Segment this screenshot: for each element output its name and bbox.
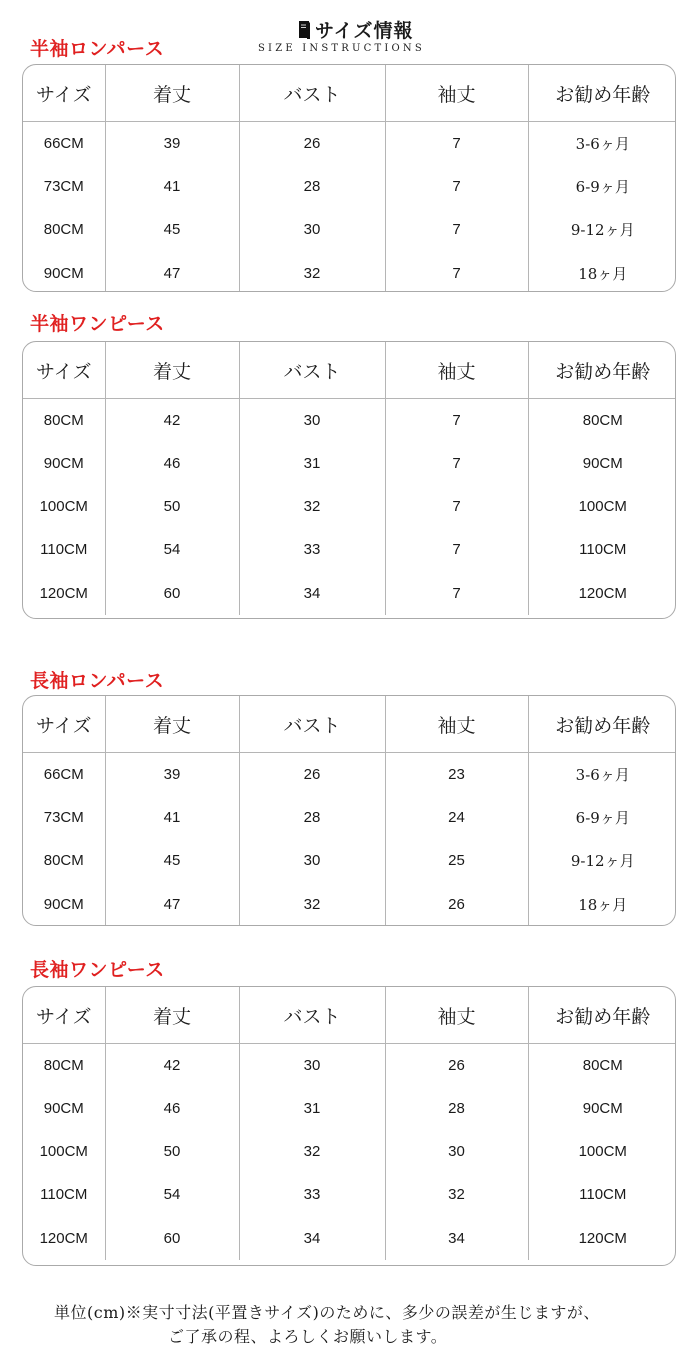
column-header-sleeve: 袖丈 bbox=[385, 987, 528, 1044]
cell-bust: 26 bbox=[239, 753, 385, 797]
cell-bust: 32 bbox=[239, 1130, 385, 1173]
cell-bust: 30 bbox=[239, 839, 385, 882]
column-header-sleeve: 袖丈 bbox=[385, 65, 528, 122]
cell-size: 66CM bbox=[23, 122, 105, 166]
cell-sleeve: 24 bbox=[385, 796, 528, 839]
cell-length: 42 bbox=[105, 1044, 239, 1088]
column-header-size: サイズ bbox=[23, 987, 105, 1044]
cell-age: 18ヶ月 bbox=[578, 895, 628, 914]
table-header-row bbox=[23, 65, 676, 122]
table-row bbox=[23, 1087, 676, 1130]
size-table-long-sleeve-romper bbox=[22, 695, 676, 926]
cell-length: 41 bbox=[105, 165, 239, 208]
table-row bbox=[23, 165, 676, 208]
cell-bust: 32 bbox=[239, 251, 385, 292]
table-row bbox=[23, 1130, 676, 1173]
cell-sleeve: 7 bbox=[385, 442, 528, 485]
table-row bbox=[23, 251, 676, 292]
cell-size: 80CM bbox=[23, 208, 105, 251]
cell-length: 54 bbox=[105, 528, 239, 571]
cell-length: 47 bbox=[105, 882, 239, 926]
cell-size: 90CM bbox=[23, 882, 105, 926]
column-header-bust: バスト bbox=[239, 342, 385, 399]
column-header-size: サイズ bbox=[23, 65, 105, 122]
table-row bbox=[23, 1216, 676, 1260]
cell-sleeve: 7 bbox=[385, 251, 528, 292]
cell-sleeve: 7 bbox=[385, 165, 528, 208]
column-header-size: サイズ bbox=[23, 342, 105, 399]
table-row bbox=[23, 528, 676, 571]
column-header-bust: バスト bbox=[239, 65, 385, 122]
cell-bust: 30 bbox=[239, 399, 385, 443]
footnote-unit-note: 単位(cm)※実寸寸法(平置きサイズ)のために、多少の誤差が生じますが、 bbox=[54, 1303, 600, 1322]
cell-sleeve: 7 bbox=[385, 122, 528, 166]
cell-length: 46 bbox=[105, 442, 239, 485]
table-row bbox=[23, 485, 676, 528]
page-subtitle: SIZE INSTRUCTIONS bbox=[258, 43, 425, 54]
cell-age: 9-12ヶ月 bbox=[570, 852, 635, 870]
cell-length: 46 bbox=[105, 1087, 239, 1130]
cell-age: 80CM bbox=[582, 1057, 623, 1074]
cell-length: 60 bbox=[105, 1216, 239, 1260]
cell-bust: 32 bbox=[239, 485, 385, 528]
column-header-bust: バスト bbox=[239, 696, 385, 753]
size-table-short-sleeve-dress bbox=[22, 341, 676, 619]
cell-sleeve: 28 bbox=[385, 1087, 528, 1130]
column-header-age: お勧め年齢 bbox=[528, 987, 676, 1044]
column-header-length: 着丈 bbox=[105, 696, 239, 753]
cell-age: 3-6ヶ月 bbox=[575, 766, 630, 784]
table-row bbox=[23, 122, 676, 166]
table-row bbox=[23, 399, 676, 443]
cell-age: 110CM bbox=[579, 1186, 627, 1203]
cell-age: 80CM bbox=[582, 412, 623, 429]
cell-bust: 34 bbox=[239, 571, 385, 615]
table-row bbox=[23, 796, 676, 839]
table-header-row bbox=[23, 987, 676, 1044]
cell-sleeve: 30 bbox=[385, 1130, 528, 1173]
table-row bbox=[23, 208, 676, 251]
cell-length: 54 bbox=[105, 1173, 239, 1216]
cell-age: 100CM bbox=[578, 1143, 627, 1160]
cell-size: 110CM bbox=[23, 1173, 105, 1216]
cell-bust: 30 bbox=[239, 208, 385, 251]
table-row bbox=[23, 839, 676, 882]
cell-size: 73CM bbox=[23, 165, 105, 208]
footnote-thanks: ご了承の程、よろしくお願いします。 bbox=[168, 1327, 448, 1346]
size-table-long-sleeve-dress bbox=[22, 986, 676, 1266]
table-header-row bbox=[23, 696, 676, 753]
cell-bust: 31 bbox=[239, 442, 385, 485]
cell-sleeve: 34 bbox=[385, 1216, 528, 1260]
cell-sleeve: 7 bbox=[385, 528, 528, 571]
cell-bust: 28 bbox=[239, 796, 385, 839]
book-icon bbox=[298, 20, 311, 40]
cell-length: 41 bbox=[105, 796, 239, 839]
cell-length: 39 bbox=[105, 753, 239, 797]
cell-age: 6-9ヶ月 bbox=[575, 178, 630, 196]
table-row bbox=[23, 1173, 676, 1216]
table-row bbox=[23, 442, 676, 485]
cell-sleeve: 32 bbox=[385, 1173, 528, 1216]
cell-sleeve: 26 bbox=[385, 1044, 528, 1088]
cell-age: 120CM bbox=[578, 1229, 627, 1247]
cell-length: 39 bbox=[105, 122, 239, 166]
cell-sleeve: 7 bbox=[385, 399, 528, 443]
cell-length: 45 bbox=[105, 208, 239, 251]
cell-age: 100CM bbox=[578, 498, 627, 515]
cell-bust: 26 bbox=[239, 122, 385, 166]
cell-size: 90CM bbox=[23, 251, 105, 292]
size-table-short-sleeve-romper bbox=[22, 64, 676, 292]
cell-size: 100CM bbox=[23, 1130, 105, 1173]
cell-bust: 34 bbox=[239, 1216, 385, 1260]
table-row bbox=[23, 753, 676, 797]
cell-sleeve: 7 bbox=[385, 485, 528, 528]
section-title-long-sleeve-romper: 長袖ロンパース bbox=[30, 670, 165, 692]
cell-size: 100CM bbox=[23, 485, 105, 528]
cell-size: 66CM bbox=[23, 753, 105, 797]
cell-length: 47 bbox=[105, 251, 239, 292]
cell-sleeve: 7 bbox=[385, 571, 528, 615]
cell-age: 90CM bbox=[582, 455, 623, 472]
cell-length: 50 bbox=[105, 485, 239, 528]
section-title-long-sleeve-dress: 長袖ワンピース bbox=[30, 959, 165, 981]
cell-bust: 33 bbox=[239, 1173, 385, 1216]
cell-age: 9-12ヶ月 bbox=[570, 221, 635, 239]
cell-sleeve: 7 bbox=[385, 208, 528, 251]
cell-bust: 32 bbox=[239, 882, 385, 926]
column-header-length: 着丈 bbox=[105, 65, 239, 122]
cell-age: 18ヶ月 bbox=[578, 264, 628, 283]
cell-bust: 28 bbox=[239, 165, 385, 208]
column-header-length: 着丈 bbox=[105, 342, 239, 399]
cell-bust: 33 bbox=[239, 528, 385, 571]
cell-sleeve: 26 bbox=[385, 882, 528, 926]
cell-length: 60 bbox=[105, 571, 239, 615]
cell-length: 50 bbox=[105, 1130, 239, 1173]
header-title-wrap bbox=[298, 16, 413, 43]
section-title-short-sleeve-dress: 半袖ワンピース bbox=[30, 313, 165, 335]
column-header-age: お勧め年齢 bbox=[528, 65, 676, 122]
cell-sleeve: 23 bbox=[385, 753, 528, 797]
column-header-sleeve: 袖丈 bbox=[385, 696, 528, 753]
cell-size: 90CM bbox=[23, 442, 105, 485]
cell-age: 90CM bbox=[582, 1100, 623, 1117]
table-header-row bbox=[23, 342, 676, 399]
cell-bust: 31 bbox=[239, 1087, 385, 1130]
cell-length: 42 bbox=[105, 399, 239, 443]
page-title: サイズ情報 bbox=[315, 20, 414, 42]
table-row bbox=[23, 1044, 676, 1088]
column-header-length: 着丈 bbox=[105, 987, 239, 1044]
cell-size: 120CM bbox=[23, 1216, 105, 1260]
column-header-bust: バスト bbox=[239, 987, 385, 1044]
table-row bbox=[23, 882, 676, 926]
cell-size: 90CM bbox=[23, 1087, 105, 1130]
cell-size: 110CM bbox=[23, 528, 105, 571]
cell-length: 45 bbox=[105, 839, 239, 882]
column-header-size: サイズ bbox=[23, 696, 105, 753]
cell-age: 3-6ヶ月 bbox=[575, 135, 630, 153]
cell-size: 120CM bbox=[23, 571, 105, 615]
cell-size: 80CM bbox=[23, 1044, 105, 1088]
cell-size: 73CM bbox=[23, 796, 105, 839]
cell-size: 80CM bbox=[23, 399, 105, 443]
cell-bust: 30 bbox=[239, 1044, 385, 1088]
cell-age: 120CM bbox=[578, 584, 627, 602]
column-header-age: お勧め年齢 bbox=[528, 696, 676, 753]
table-row bbox=[23, 571, 676, 615]
column-header-sleeve: 袖丈 bbox=[385, 342, 528, 399]
section-title-short-sleeve-romper: 半袖ロンパース bbox=[30, 38, 165, 60]
cell-age: 110CM bbox=[579, 541, 627, 558]
cell-sleeve: 25 bbox=[385, 839, 528, 882]
cell-age: 6-9ヶ月 bbox=[575, 809, 630, 827]
cell-size: 80CM bbox=[23, 839, 105, 882]
column-header-age: お勧め年齢 bbox=[528, 342, 676, 399]
